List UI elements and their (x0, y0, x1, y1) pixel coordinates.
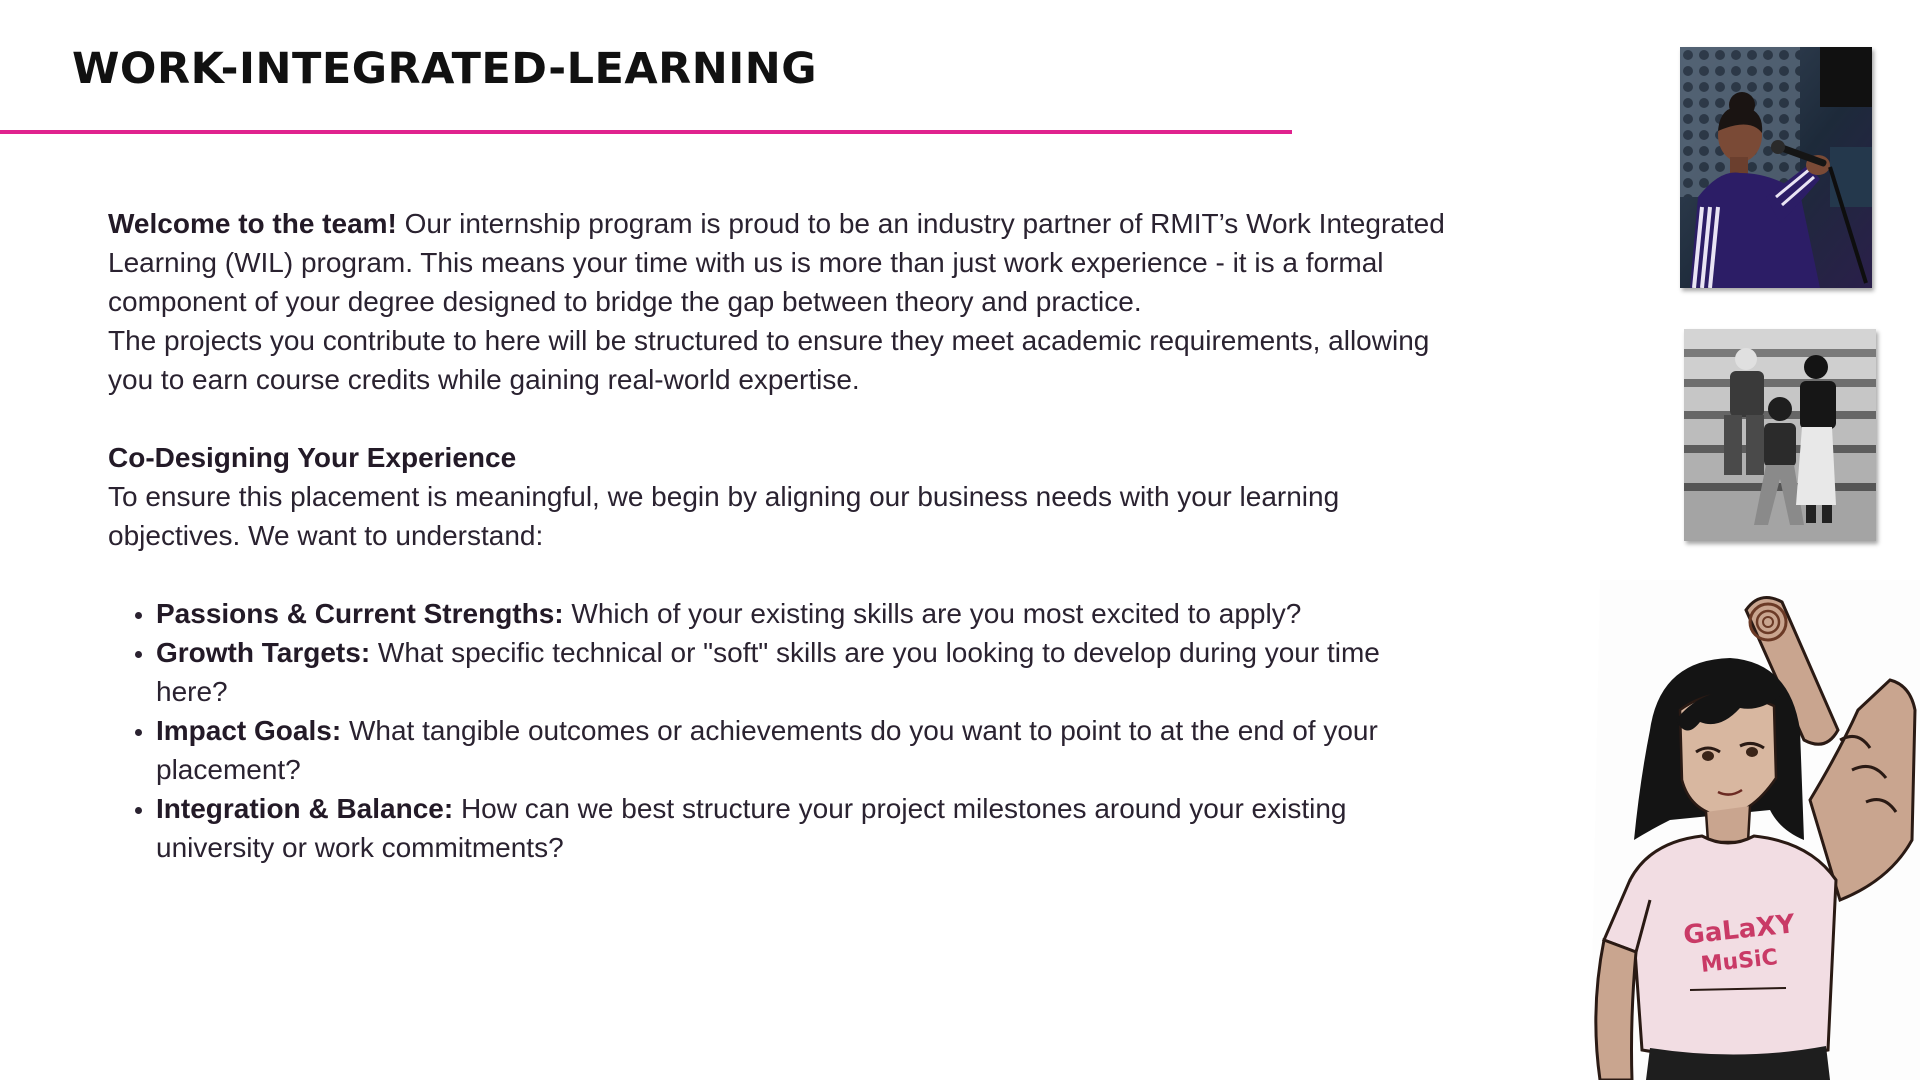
list-item (156, 711, 1448, 789)
goal-label: Passions & Current Strengths: (156, 598, 564, 629)
shirt-text-line1: GaLaXY (1681, 909, 1797, 951)
goal-label: Growth Targets: (156, 637, 371, 668)
main-content (108, 204, 1448, 867)
page-title: WORK-INTEGRATED-LEARNING (72, 44, 818, 94)
title-underline (0, 130, 1292, 134)
shirt-text-line2: MuSiC (1699, 945, 1779, 978)
spacer (108, 399, 1448, 438)
intro-paragraph-2: The projects you contribute to here will be structured to ensure they meet academic requirements, allowing you to earn course credits while gaining real-world expertise. (108, 325, 1430, 395)
list-item (156, 633, 1448, 711)
group-photo (1684, 329, 1876, 541)
list-item (156, 594, 1448, 633)
intro-paragraph (108, 204, 1448, 321)
section-heading: Co-Designing Your Experience (108, 442, 517, 473)
intro-lead: Welcome to the team! (108, 208, 397, 239)
codesign-text: To ensure this placement is meaningful, we begin by aligning our business needs with your learning objectives. We want to understand: (108, 481, 1340, 551)
performer-photo (1680, 47, 1872, 288)
character-illustration (1590, 580, 1920, 1080)
goal-label: Integration & Balance: (156, 793, 454, 824)
goals-list (108, 594, 1448, 867)
intro-text: Our internship program is proud to be an industry partner of RMIT’s Work Integrated Learning (WIL) program. This means your time with us is more than just work experience - it is a formal component of your degree designed to bridge the gap between theory and practice. (108, 208, 1445, 317)
goal-text: Which of your existing skills are you most excited to apply? (563, 598, 1302, 629)
goal-text: What specific technical or "soft" skills are you looking to develop during your time here? (156, 637, 1380, 707)
goal-text: How can we best structure your project milestones around your existing university or work commitments? (156, 793, 1347, 863)
goal-label: Impact Goals: (156, 715, 342, 746)
goal-text: What tangible outcomes or achievements do you want to point to at the end of your placement? (156, 715, 1378, 785)
list-item (156, 789, 1448, 867)
spacer (108, 555, 1448, 594)
